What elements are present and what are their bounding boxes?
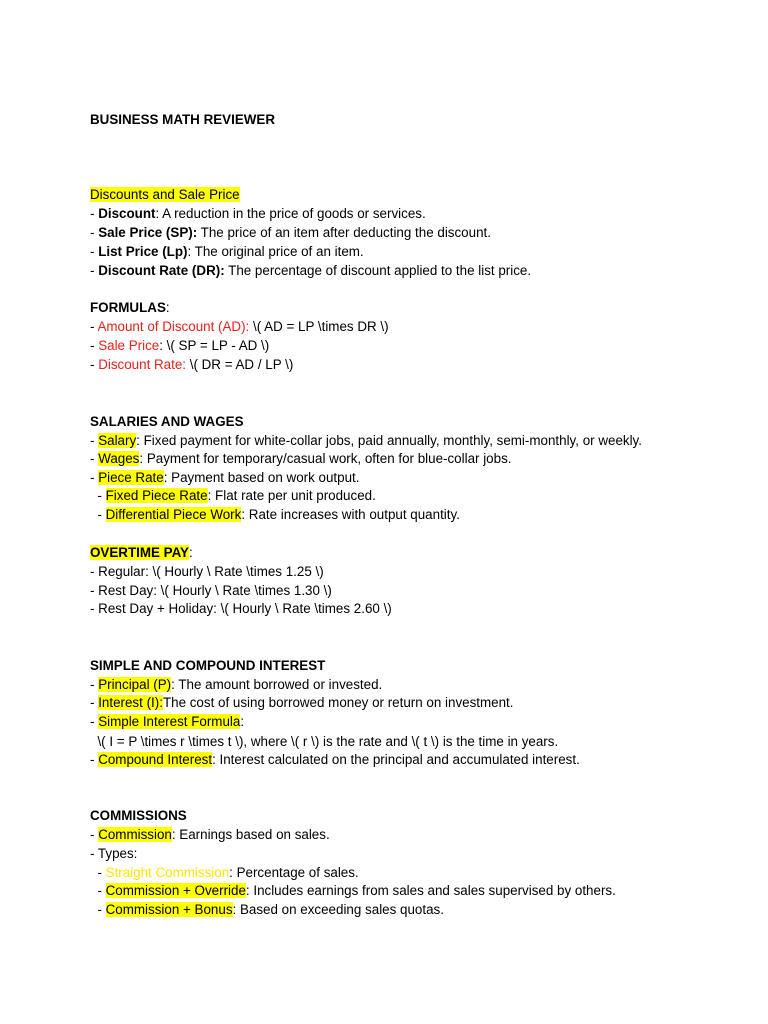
salaries-heading: SALARIES AND WAGES — [90, 414, 244, 429]
list-item: - Fixed Piece Rate: Flat rate per unit produced. — [90, 488, 376, 503]
interest-heading: SIMPLE AND COMPOUND INTEREST — [90, 658, 326, 673]
list-item: - Discount: A reduction in the price of goods or services. — [90, 206, 426, 221]
list-item: - Regular: \( Hourly \ Rate \times 1.25 \) — [90, 564, 324, 579]
formula-item: - Sale Price: \( SP = LP - AD \) — [90, 338, 270, 353]
list-item: - Principal (P): The amount borrowed or invested. — [90, 677, 383, 692]
list-item: - List Price (Lp): The original price of an item. — [90, 244, 364, 259]
formula-item: - Amount of Discount (AD): \( AD = LP \times DR \) — [90, 319, 389, 334]
list-item: - Commission + Override: Includes earnings from sales and sales supervised by others. — [90, 883, 616, 898]
formula-line: \( I = P \times r \times t \), where \( r \) is the rate and \( t \) is the time in years. — [90, 734, 559, 749]
list-item: - Compound Interest: Interest calculated on the principal and accumulated interest. — [90, 752, 580, 767]
list-item: - Rest Day + Holiday: \( Hourly \ Rate \times 2.60 \) — [90, 601, 392, 616]
list-item: - Commission + Bonus: Based on exceeding sales quotas. — [90, 902, 444, 917]
list-item: - Rest Day: \( Hourly \ Rate \times 1.30 \) — [90, 583, 332, 598]
list-item: - Sale Price (SP): The price of an item after deducting the discount. — [90, 225, 491, 240]
list-item: - Piece Rate: Payment based on work output. — [90, 470, 360, 485]
list-item: - Interest (I):The cost of using borrowed money or return on investment. — [90, 695, 514, 710]
list-item: - Commission: Earnings based on sales. — [90, 827, 330, 842]
list-item: - Salary: Fixed payment for white-collar jobs, paid annually, monthly, semi-monthly, or weekly. — [90, 433, 642, 448]
list-item: - Simple Interest Formula: — [90, 714, 245, 729]
list-item: - Wages: Payment for temporary/casual work, often for blue-collar jobs. — [90, 451, 512, 466]
list-item: - Straight Commission: Percentage of sales. — [90, 865, 359, 880]
formulas-label: FORMULAS: — [90, 300, 170, 315]
discounts-heading: Discounts and Sale Price — [90, 187, 240, 202]
formula-item: - Discount Rate: \( DR = AD / LP \) — [90, 357, 294, 372]
overtime-heading: OVERTIME PAY: — [90, 545, 193, 560]
list-item: - Differential Piece Work: Rate increases with output quantity. — [90, 507, 460, 522]
types-label: - Types: — [90, 846, 138, 861]
page-title: BUSINESS MATH REVIEWER — [90, 112, 276, 127]
commissions-heading: COMMISSIONS — [90, 808, 187, 823]
list-item: - Discount Rate (DR): The percentage of discount applied to the list price. — [90, 263, 532, 278]
